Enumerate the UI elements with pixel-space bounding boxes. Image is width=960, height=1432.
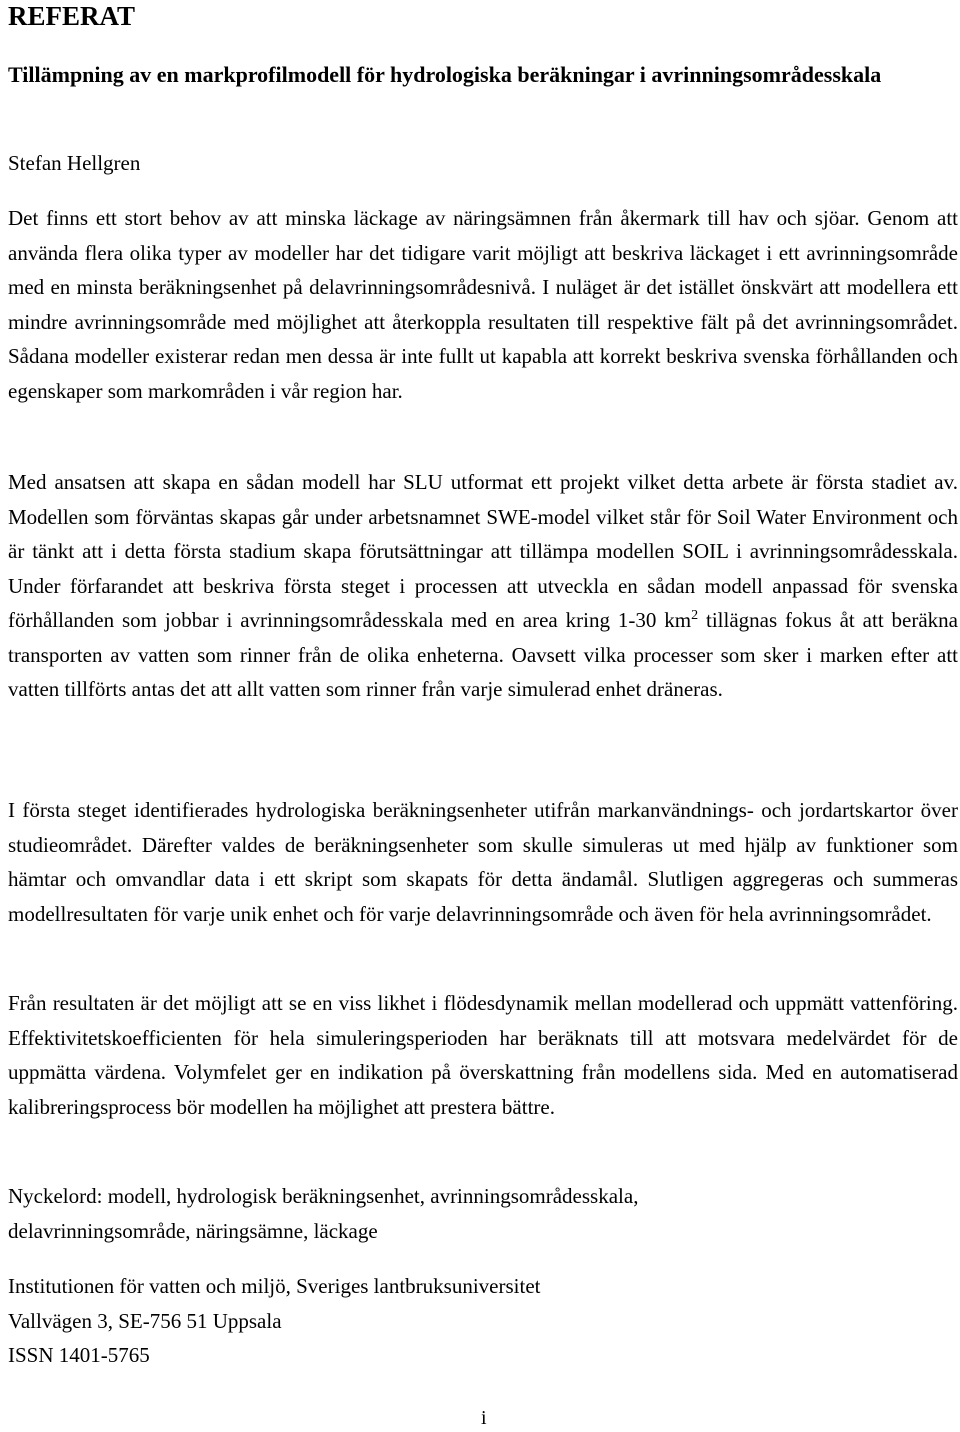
section-heading: REFERAT bbox=[8, 1, 136, 31]
author-name: Stefan Hellgren bbox=[8, 151, 141, 175]
document-title: Tillämpning av en markprofilmodell för hydrologiska beräkningar i avrinningsområdesskala bbox=[8, 62, 882, 87]
institution-address: Vallvägen 3, SE-756 51 Uppsala bbox=[8, 1308, 282, 1333]
abstract-paragraph-1: Det finns ett stort behov av att minska läckage av näringsämnen från åkermark till hav och sjöar. Genom att använda flera olika typer av modeller har det tidigare varit möjligt att beskriva läckaget i ett avrinningsområde med en minsta beräkningsenhet på delavrinningsområdesnivå. I nuläget är det istället önskvärt att modellera ett mindre avrinningsområde med möjlighet att återkoppla resultaten till respektive fält på det avrinningsområdet. Sådana modeller existerar redan men dessa är inte fullt ut kapabla att korrekt beskriva svenska förhållanden och egenskaper som markområden i vår region har. bbox=[8, 206, 958, 403]
paragraph-2-text-after-superscript: tillägnas fokus åt att beräkna transporten av vatten som rinner från de olika enheterna. Oavsett vilka processer som sker i marken efter att vatten tillförts antas det att allt vatten som rinner från varje simulerad enhet dräneras. bbox=[8, 608, 959, 701]
abstract-paragraph-3: I första steget identifierades hydrologiska beräkningsenheter utifrån markanvändnings- och jordartskartor över studieområdet. Därefter valdes de beräkningsenheter som skulle simuleras ut med hjälp av funktioner som hämtar och omvandlar data i ett skript som skapats för detta ändamål. Slutligen aggregeras och summeras modellresultaten för varje unik enhet och för varje delavrinningsområde och även för hela avrinningsområdet. bbox=[8, 798, 958, 926]
document-page bbox=[8, 0, 958, 1432]
page-number: i bbox=[481, 1407, 487, 1429]
abstract-paragraph-2 bbox=[8, 465, 958, 707]
institution-name: Institutionen för vatten och miljö, Sveriges lantbruksuniversitet bbox=[8, 1274, 541, 1298]
issn: ISSN 1401-5765 bbox=[8, 1343, 150, 1367]
keywords-line-2: delavrinningsområde, näringsämne, läckage bbox=[8, 1219, 378, 1243]
keywords bbox=[8, 1179, 958, 1249]
paragraph-2-text-before-superscript: Med ansatsen att skapa en sådan modell har SLU utformat ett projekt vilket detta arbete är första stadiet av. Modellen som förväntas skapas går under arbetsnamnet SWE-model vilket står för Soil Water Environment och är tänkt att i detta första stadium skapa förutsättningar att tillämpa modellen SOIL i avrinningsområdesskala. Under förfarandet att beskriva första steget i processen att utveckla en sådan modell anpassad för svenska förhållanden som jobbar i avrinningsområdesskala med en area kring 1-30 km bbox=[8, 470, 958, 632]
institution-block bbox=[8, 1269, 541, 1373]
keywords-line-1: Nyckelord: modell, hydrologisk beräkningsenhet, avrinningsområdesskala, bbox=[8, 1184, 639, 1208]
area-unit-superscript: 2 bbox=[691, 608, 699, 623]
abstract-paragraph-4: Från resultaten är det möjligt att se en viss likhet i flödesdynamik mellan modellerad och uppmätt vattenföring. Effektivitetskoefficienten för hela simuleringsperioden har beräknats till att motsvara medelvärdet för de uppmätta värdena. Volymfelet ger en indikation på överskattning från modellens sida. Med en automatiserad kalibreringsprocess bör modellen ha möjlighet att prestera bättre. bbox=[8, 991, 958, 1119]
